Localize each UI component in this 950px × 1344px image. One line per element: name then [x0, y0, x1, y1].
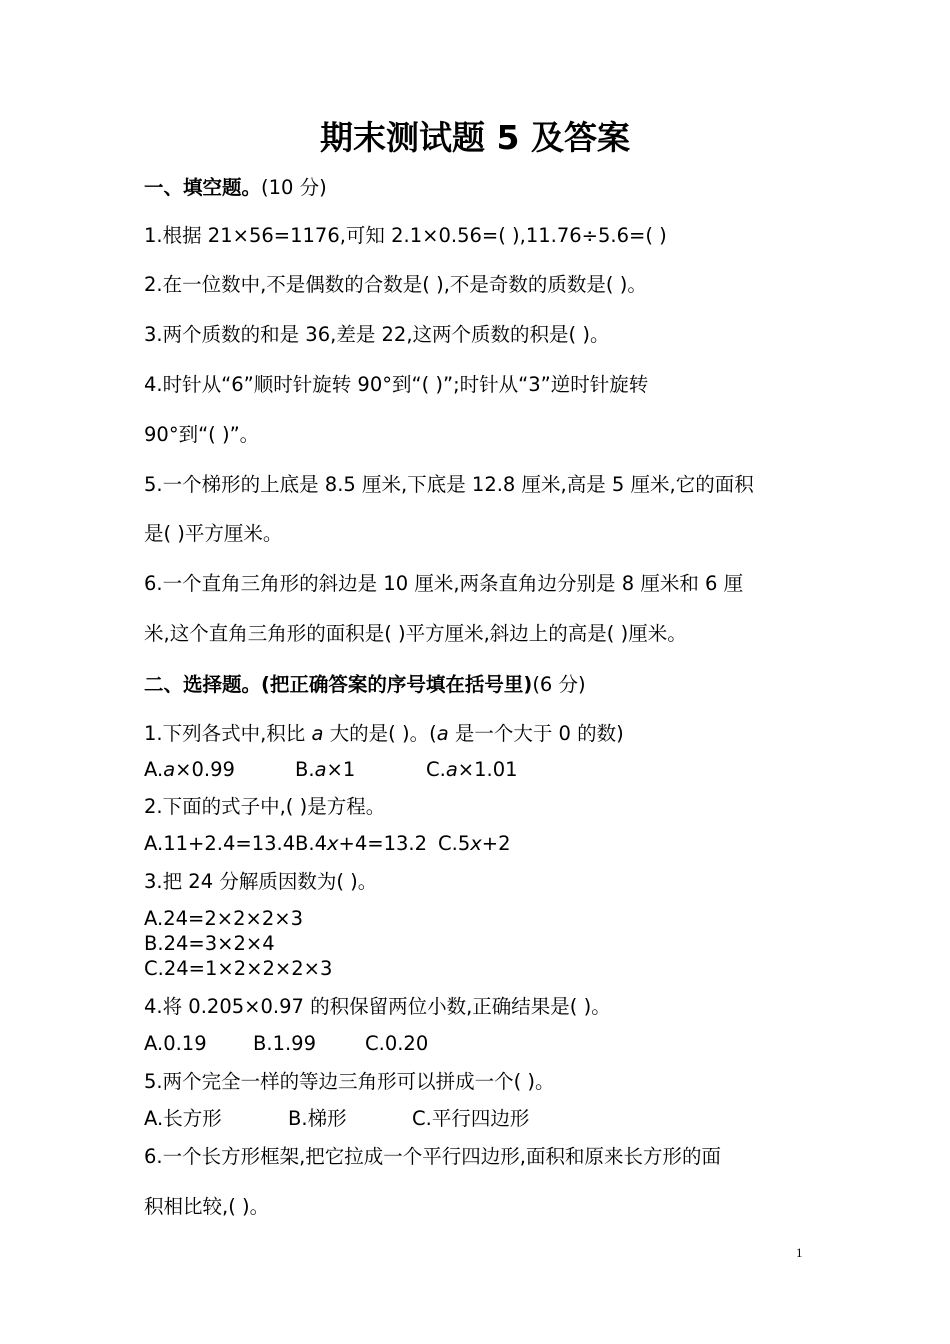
- question-stem: 积相比较,( )。: [144, 1195, 270, 1218]
- page-title: 期末测试题 5 及答案: [320, 118, 630, 157]
- stem-text: 是一个大于 0 的数): [448, 722, 624, 745]
- variable: a: [436, 722, 449, 745]
- option-c: C.5x+2: [438, 832, 511, 855]
- question-line: 2.在一位数中,不是偶数的合数是( ),不是奇数的质数是( )。: [144, 273, 647, 296]
- option-a: A.11+2.4=13.4: [144, 832, 296, 855]
- question-stem: 6.一个长方形框架,把它拉成一个平行四边形,面积和原来长方形的面: [144, 1145, 722, 1168]
- question-stem: 3.把 24 分解质因数为( )。: [144, 870, 378, 893]
- page-number: 1: [796, 1245, 803, 1260]
- section-points: (6 分): [532, 673, 586, 696]
- options-row: [144, 1031, 428, 1057]
- question-line: 90°到“( )”。: [144, 423, 260, 446]
- option-c: C.平行四边形: [412, 1107, 530, 1130]
- question-line: 是( )平方厘米。: [144, 522, 283, 545]
- option-b: B.a×1: [295, 758, 356, 781]
- option-c: C.24=1×2×2×2×3: [144, 957, 333, 980]
- options-row: [144, 757, 518, 783]
- question-line: 6.一个直角三角形的斜边是 10 厘米,两条直角边分别是 8 厘米和 6 厘: [144, 572, 744, 595]
- question-stem: 5.两个完全一样的等边三角形可以拼成一个( )。: [144, 1070, 555, 1093]
- section-heading-multiple-choice: [144, 672, 586, 698]
- question-stem: [144, 721, 624, 747]
- section-heading-text: 二、选择题。(把正确答案的序号填在括号里): [144, 673, 533, 696]
- section-heading-fill-blank: [144, 175, 327, 201]
- option-b: B.梯形: [288, 1107, 347, 1130]
- option-a: A.长方形: [144, 1107, 222, 1130]
- options-row: [144, 1106, 529, 1132]
- option-b: B.24=3×2×4: [144, 932, 275, 955]
- section-points: (10 分): [261, 176, 327, 199]
- option-b: B.4x+4=13.2: [295, 832, 428, 855]
- option-a: A.24=2×2×2×3: [144, 907, 303, 930]
- question-line: 4.时针从“6”顺时针旋转 90°到“( )”;时针从“3”逆时针旋转: [144, 373, 649, 396]
- stem-text: 1.下列各式中,积比: [144, 722, 312, 745]
- option-b: B.1.99: [253, 1032, 316, 1055]
- options-row: [144, 831, 511, 857]
- option-a: A.0.19: [144, 1032, 207, 1055]
- question-line: 1.根据 21×56=1176,可知 2.1×0.56=( ),11.76÷5.6=( ): [144, 224, 667, 247]
- option-c: C.0.20: [365, 1032, 429, 1055]
- question-line: 3.两个质数的和是 36,差是 22,这两个质数的积是( )。: [144, 323, 610, 346]
- option-c: C.a×1.01: [426, 758, 518, 781]
- question-stem: 2.下面的式子中,( )是方程。: [144, 795, 386, 818]
- question-line: 5.一个梯形的上底是 8.5 厘米,下底是 12.8 厘米,高是 5 厘米,它的面积: [144, 473, 754, 496]
- stem-text: 大的是( )。(: [323, 722, 437, 745]
- variable: a: [311, 722, 324, 745]
- section-heading-text: 一、填空题。: [144, 176, 262, 199]
- question-line: 米,这个直角三角形的面积是( )平方厘米,斜边上的高是( )厘米。: [144, 622, 687, 645]
- option-a: A.a×0.99: [144, 758, 235, 781]
- question-stem: 4.将 0.205×0.97 的积保留两位小数,正确结果是( )。: [144, 995, 611, 1018]
